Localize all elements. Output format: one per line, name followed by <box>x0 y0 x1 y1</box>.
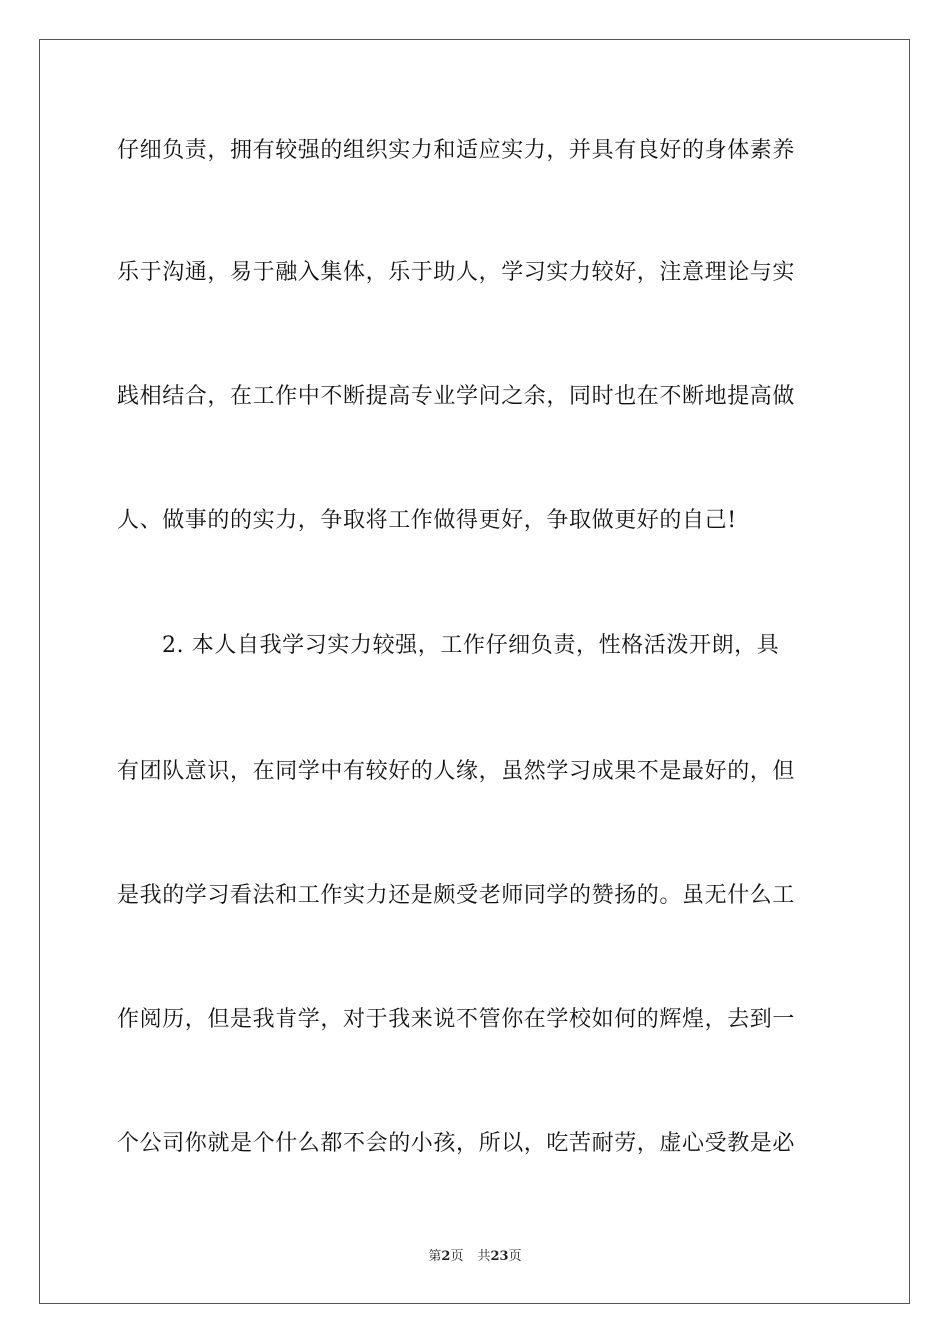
body-text-line: 个公司你就是个什么都不会的小孩，所以，吃苦耐劳，虚心受教是必 <box>117 1131 796 1156</box>
total-label-suffix: 页 <box>508 1249 522 1264</box>
body-text-line: 人、做事的的实力，争取将工作做得更好，争取做更好的自己! <box>117 508 737 533</box>
body-text-line: 乐于沟通，易于融入集体，乐于助人，学习实力较好，注意理论与实 <box>117 260 796 285</box>
body-text-line: 是我的学习看法和工作实力还是颇受老师同学的赞扬的。虽无什么工 <box>117 883 796 908</box>
body-text-line: 作阅历，但是我肯学，对于我来说不管你在学校如何的辉煌，去到一 <box>117 1007 796 1032</box>
page-label-prefix: 第 <box>428 1249 442 1264</box>
page-footer <box>0 1249 950 1265</box>
page-number: 2 <box>441 1249 451 1264</box>
body-text-line: 有团队意识，在同学中有较好的人缘，虽然学习成果不是最好的，但 <box>117 759 796 784</box>
page-label-suffix: 页 <box>450 1249 464 1264</box>
total-label-prefix: 共 <box>477 1249 491 1264</box>
page-border <box>39 39 910 1304</box>
body-text-line: 仔细负责，拥有较强的组织实力和适应实力，并具有良好的身体素养 <box>117 138 796 163</box>
paragraph-start-line: 2. 本人自我学习实力较强，工作仔细负责，性格活泼开朗，具 <box>162 633 780 658</box>
body-text-line: 践相结合，在工作中不断提高专业学问之余，同时也在不断地提高做 <box>117 384 796 409</box>
total-pages: 23 <box>490 1249 509 1264</box>
